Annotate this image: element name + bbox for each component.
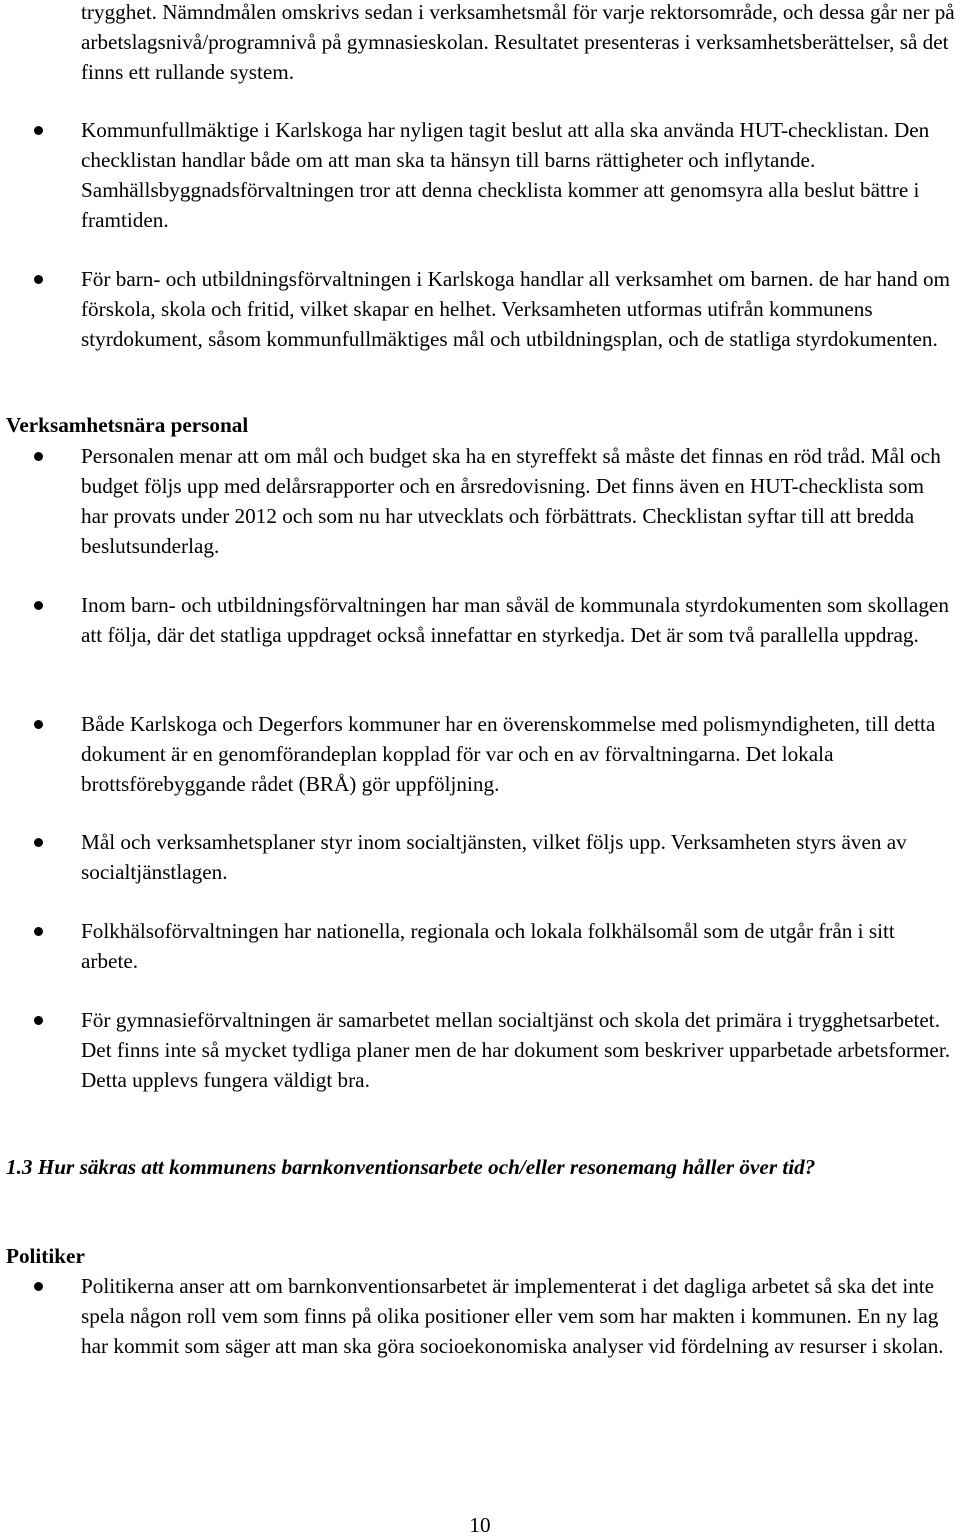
list-item xyxy=(81,1271,956,1361)
list-item-text: Mål och verksamhetsplaner styr inom socialtjänsten, vilket följs upp. Verksamheten styrs även av socialtjänstlagen. xyxy=(81,830,907,884)
list-item xyxy=(81,916,956,976)
question-heading: 1.3 Hur säkras att kommunens barnkonventionsarbete och/eller resonemang håller över tid? xyxy=(6,1155,816,1179)
bullet-icon xyxy=(34,1016,43,1025)
page-number: 10 xyxy=(469,1513,491,1537)
list-item xyxy=(81,1005,956,1095)
section-heading-politiker: Politiker xyxy=(6,1244,85,1268)
bullet-icon xyxy=(34,601,43,610)
bullet-icon xyxy=(34,275,43,284)
list-item xyxy=(81,115,956,235)
list-item-text: Både Karlskoga och Degerfors kommuner har en överenskommelse med polismyndigheten, till detta dokument är en genomförandeplan kopplad för var och en av förvaltningarna. Det lokala brottsförebyggande rådet (BRÅ) gör uppföljning. xyxy=(81,712,936,796)
bullet-icon xyxy=(34,927,43,936)
list-item xyxy=(81,264,956,354)
list-item-text: Personalen menar att om mål och budget ska ha en styreffekt så måste det finnas en röd tråd. Mål och budget följs upp med delårsrapporter och en årsredovisning. Det finns även en HUT-checklista som har provats under 2012 och som nu har utvecklats och förbättrats. Checklistan syftar till att bredda beslutsunderlag. xyxy=(81,444,941,558)
list-item xyxy=(81,441,956,561)
list-item xyxy=(81,590,956,650)
list-item-text: Folkhälsoförvaltningen har nationella, regionala och lokala folkhälsomål som de utgår från i sitt arbete. xyxy=(81,919,895,973)
list-item xyxy=(81,827,956,887)
list-item xyxy=(81,709,956,799)
list-item-text: Inom barn- och utbildningsförvaltningen har man såväl de kommunala styrdokumenten som skollagen att följa, där det statliga uppdraget också innefattar en styrkedja. Det är som två parallella uppdrag. xyxy=(81,593,949,647)
list-item-text: För barn- och utbildningsförvaltningen i Karlskoga handlar all verksamhet om barnen. de har hand om förskola, skola och fritid, vilket skapar en helhet. Verksamheten utformas utifrån kommunens styrdokument, såsom kommunfullmäktiges mål och utbildningsplan, och de statliga styrdokumenten. xyxy=(81,267,951,351)
bullet-icon xyxy=(34,1282,43,1291)
list-item-text: Politikerna anser att om barnkonventionsarbetet är implementerat i det dagliga arbetet så ska det inte spela någon roll vem som finns på olika positioner eller vem som har makten i kommunen. En ny lag har kommit som säger att man ska göra socioekonomiska analyser vid fördelning av resurser i skolan. xyxy=(81,1274,944,1358)
bullet-icon xyxy=(34,452,43,461)
list-item-text: Kommunfullmäktige i Karlskoga har nyligen tagit beslut att alla ska använda HUT-checklistan. Den checklistan handlar både om att man ska ta hänsyn till barns rättigheter och inflytande. Samhällsbyggnadsförvaltningen tror att denna checklista kommer att genomsyra alla beslut bättre i framtiden. xyxy=(81,118,930,232)
bullet-icon xyxy=(34,720,43,729)
list-item-text: För gymnasieförvaltningen är samarbetet mellan socialtjänst och skola det primära i trygghetsarbetet. Det finns inte så mycket tydliga planer men de har dokument som beskriver upparbetade arbetsformer. Detta upplevs fungera väldigt bra. xyxy=(81,1008,950,1092)
section-heading-personal: Verksamhetsnära personal xyxy=(6,413,249,437)
intro-paragraph: trygghet. Nämndmålen omskrivs sedan i verksamhetsmål för varje rektorsområde, och dessa går ner på arbetslagsnivå/programnivå på gymnasieskolan. Resultatet presenteras i verksamhetsberättelser, så det finns ett rullande system. xyxy=(81,0,955,84)
bullet-icon xyxy=(34,126,43,135)
bullet-icon xyxy=(34,838,43,847)
